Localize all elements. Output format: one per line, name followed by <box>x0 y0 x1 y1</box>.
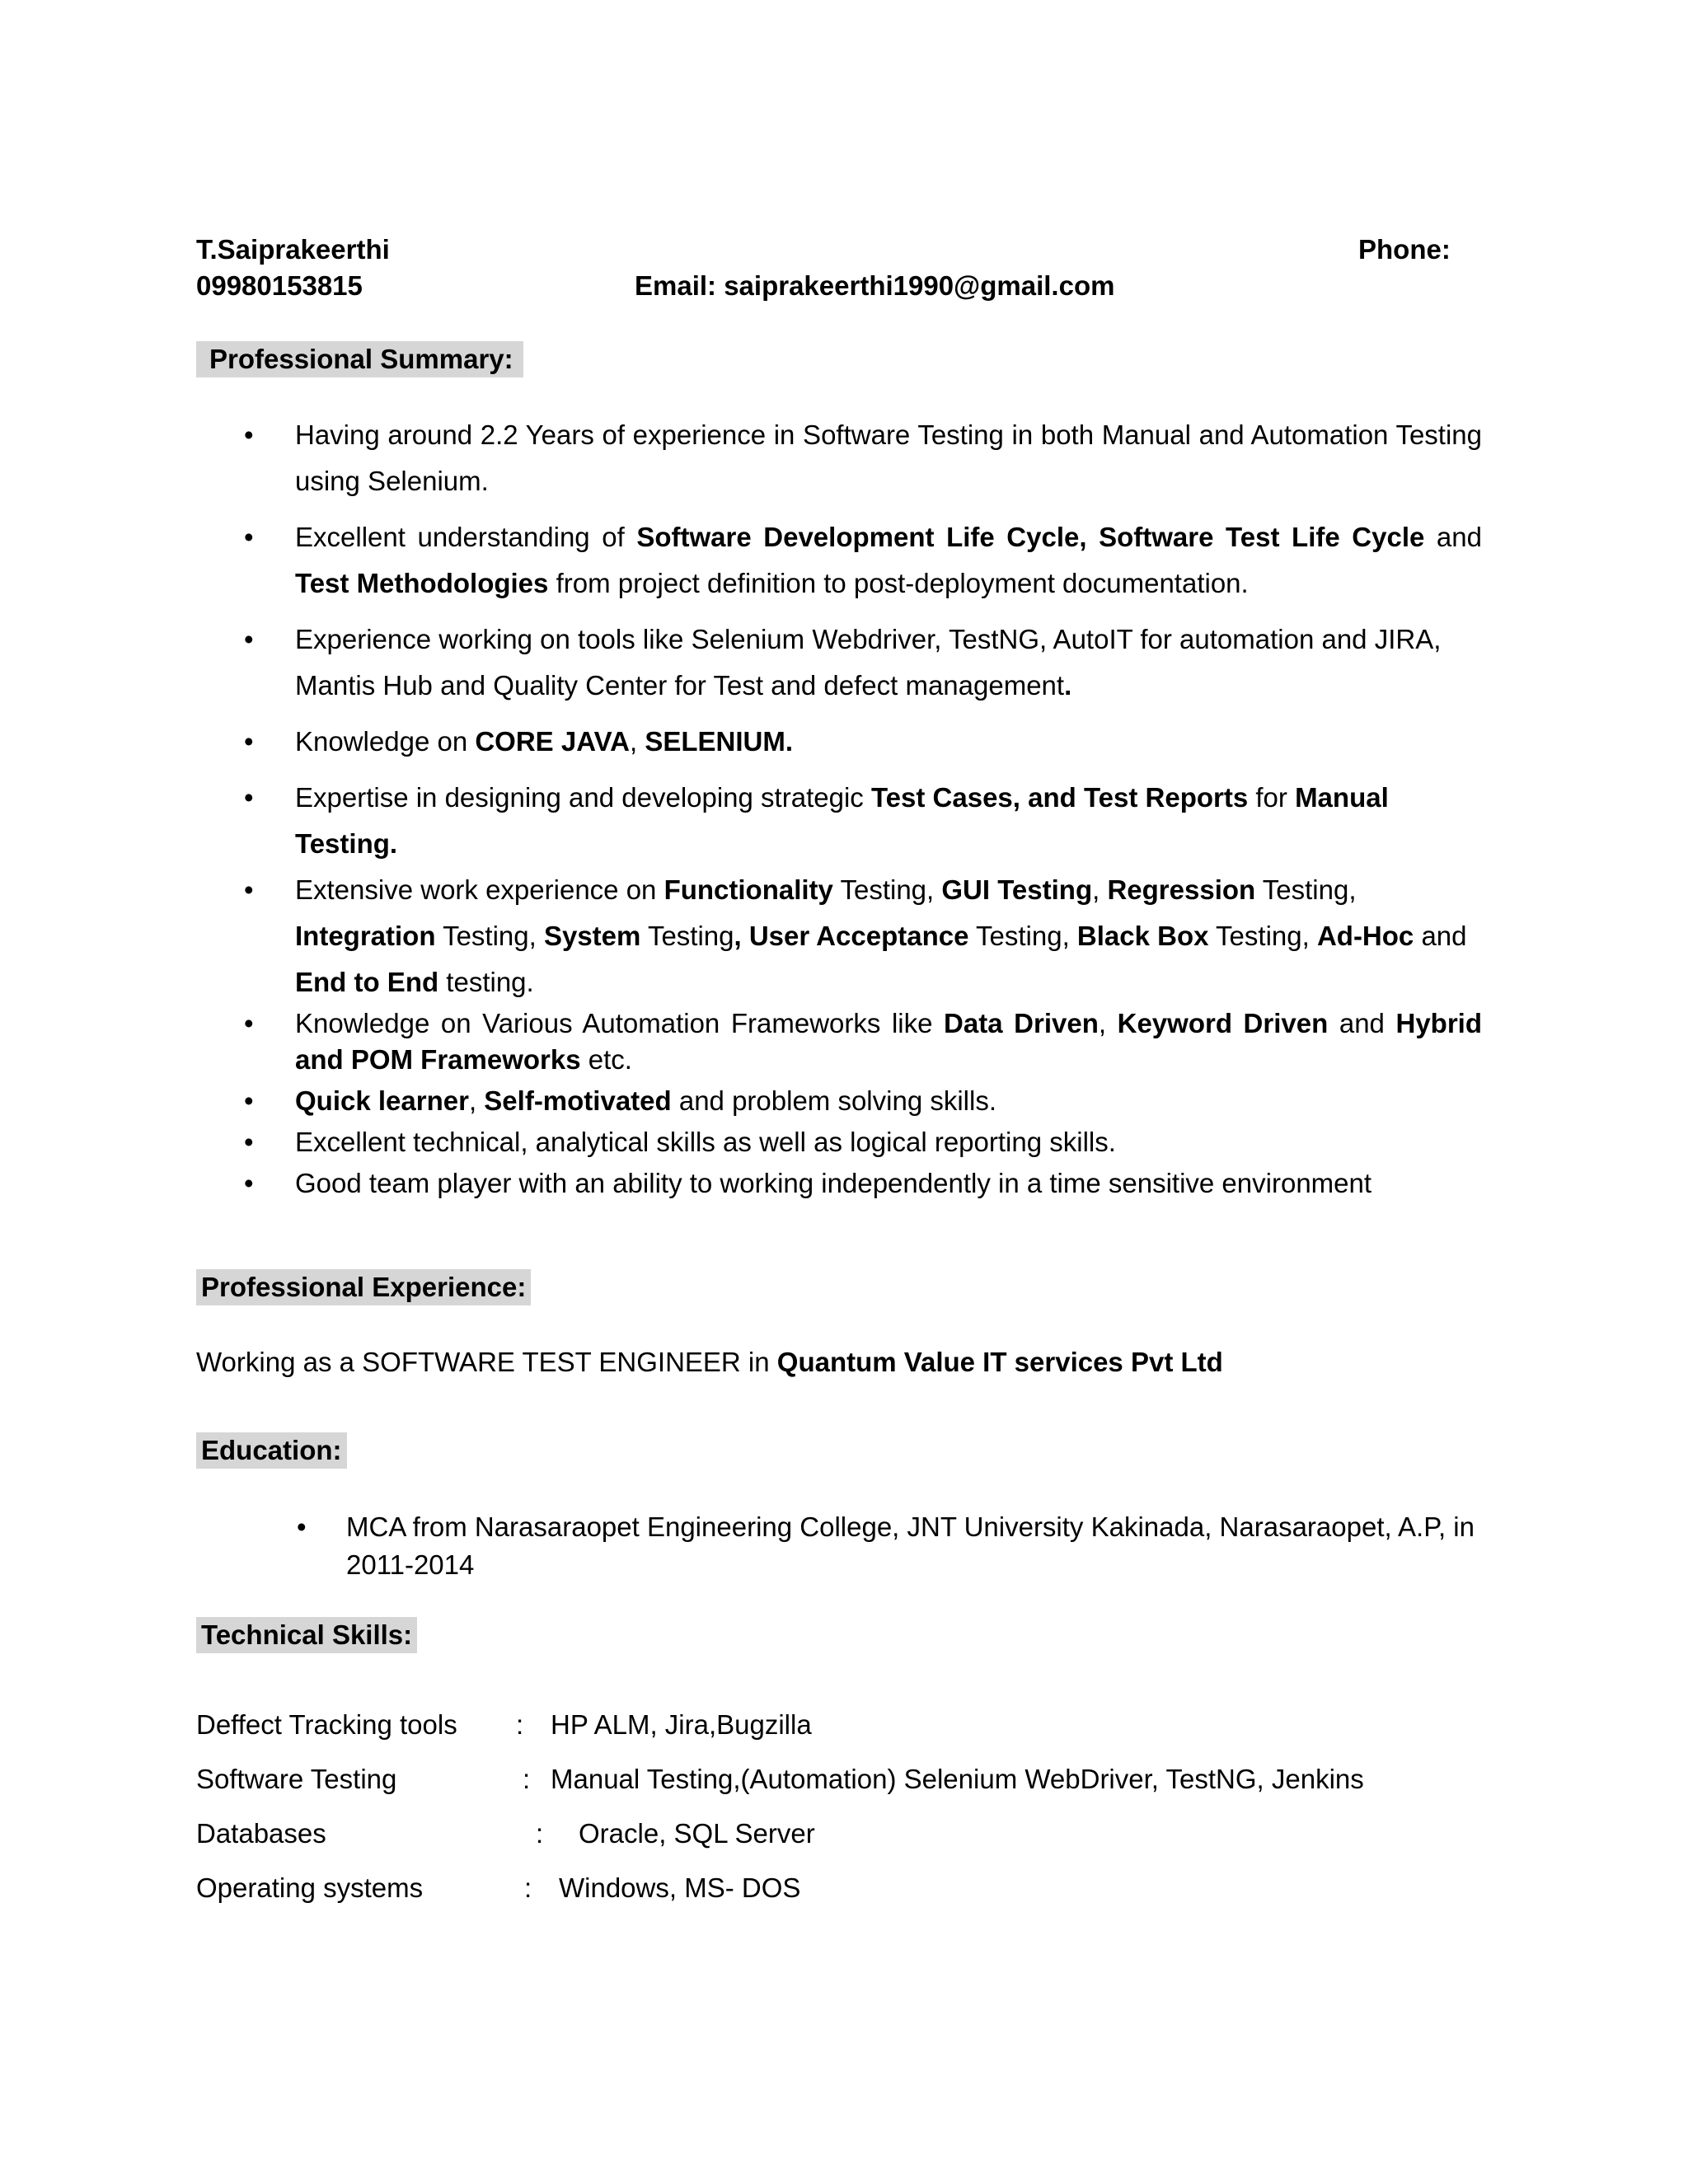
bullet-icon: • <box>244 522 254 552</box>
skill-colon: : <box>536 1818 544 1849</box>
summary-text: Extensive work experience on <box>295 874 664 905</box>
summary-text: Testing, <box>968 921 1077 951</box>
summary-emphasis: Regression <box>1107 874 1256 905</box>
summary-list <box>196 412 1482 1207</box>
summary-emphasis: , User Acceptance <box>734 921 969 951</box>
email-address[interactable]: Email: saiprakeerthi1990@gmail.com <box>635 270 1115 301</box>
education-text: MCA from Narasaraopet Engineering College, JNT University Kakinada, Narasaraopet, A.P, in 2011-2014 <box>346 1511 1475 1580</box>
summary-text: and <box>1424 522 1482 552</box>
bullet-icon: • <box>244 1168 254 1198</box>
summary-text: Knowledge on Various Automation Frameworks like <box>295 1008 945 1038</box>
summary-emphasis: Software Development Life Cycle, Software Test Life Cycle <box>636 522 1425 552</box>
skill-row <box>196 1704 1482 1746</box>
phone-label: Phone: <box>1358 234 1451 265</box>
summary-text: , <box>629 726 645 757</box>
summary-emphasis: Quick learner <box>295 1085 469 1116</box>
summary-item <box>196 719 1482 765</box>
summary-text: Testing <box>640 921 734 951</box>
bullet-icon: • <box>244 419 254 450</box>
candidate-name: T.Saiprakeerthi <box>196 234 390 265</box>
skill-value: Manual Testing,(Automation) Selenium WebDriver, TestNG, Jenkins <box>551 1764 1364 1794</box>
summary-text: Experience working on tools like Selenium Webdriver, TestNG, AutoIT for automation and JIRA, Mantis Hub and Quality Center for Test and defect management <box>295 624 1442 701</box>
summary-item <box>196 1165 1482 1202</box>
summary-text: and problem solving skills. <box>671 1085 997 1116</box>
summary-item <box>196 775 1482 867</box>
summary-emphasis: Functionality <box>663 874 833 905</box>
summary-text: , <box>1092 874 1108 905</box>
summary-item <box>196 412 1482 504</box>
summary-text: , <box>468 1085 485 1116</box>
skill-label: Deffect Tracking tools <box>196 1709 457 1740</box>
bullet-icon: • <box>244 726 254 757</box>
skill-row <box>196 1813 1482 1854</box>
summary-item <box>196 1005 1482 1078</box>
summary-emphasis: Integration <box>295 921 436 951</box>
summary-emphasis: . <box>1064 670 1072 701</box>
summary-emphasis: CORE JAVA <box>475 726 630 757</box>
summary-text: Excellent technical, analytical skills as well as logical reporting skills. <box>295 1127 1116 1157</box>
phone-number: 09980153815 <box>196 270 363 301</box>
summary-text: testing. <box>438 967 534 997</box>
skill-value: HP ALM, Jira,Bugzilla <box>551 1709 812 1740</box>
summary-emphasis: Test Cases, and Test Reports <box>870 782 1249 813</box>
summary-emphasis: Self-motivated <box>484 1085 672 1116</box>
summary-text: , <box>1098 1008 1118 1038</box>
summary-emphasis: SELENIUM. <box>645 726 794 757</box>
skill-colon: : <box>516 1709 524 1740</box>
summary-text: from project definition to post-deployment documentation. <box>548 568 1249 598</box>
skill-colon: : <box>524 1872 532 1903</box>
summary-item <box>196 616 1482 709</box>
skill-label: Software Testing <box>196 1764 397 1794</box>
bullet-icon: • <box>244 782 254 813</box>
summary-text: Testing, <box>435 921 544 951</box>
summary-emphasis: Ad-Hoc <box>1316 921 1414 951</box>
bullet-icon: • <box>244 874 254 905</box>
experience-line <box>196 1343 1223 1381</box>
summary-text: etc. <box>580 1044 632 1075</box>
bullet-icon: • <box>244 1085 254 1116</box>
summary-text: Testing, <box>1208 921 1317 951</box>
summary-item <box>196 1083 1482 1119</box>
summary-emphasis: GUI Testing <box>941 874 1093 905</box>
summary-item <box>196 867 1482 1005</box>
summary-text: Excellent understanding of <box>295 522 637 552</box>
summary-text: for <box>1248 782 1296 813</box>
summary-emphasis: System <box>543 921 641 951</box>
summary-text: Testing, <box>1255 874 1357 905</box>
summary-emphasis: Black Box <box>1076 921 1209 951</box>
summary-text: Knowledge on <box>295 726 476 757</box>
bullet-icon: • <box>244 624 254 654</box>
summary-emphasis: Hybrid and POM Frameworks <box>295 1008 1482 1075</box>
summary-text: Good team player with an ability to working independently in a time sensitive environment <box>295 1168 1372 1198</box>
summary-emphasis: Data Driven <box>944 1008 1099 1038</box>
summary-emphasis: Test Methodologies <box>295 568 549 598</box>
summary-emphasis: Manual Testing. <box>295 782 1389 859</box>
skill-row <box>196 1868 1482 1909</box>
summary-item <box>196 514 1482 607</box>
summary-text: and <box>1328 1008 1396 1038</box>
skill-value: Windows, MS- DOS <box>559 1872 801 1903</box>
skill-row <box>196 1759 1482 1800</box>
bullet-icon: • <box>297 1511 307 1542</box>
skill-label: Operating systems <box>196 1872 424 1903</box>
technical-skills-heading: Technical Skills: <box>196 1617 417 1653</box>
bullet-icon: • <box>244 1008 254 1038</box>
skill-colon: : <box>523 1764 531 1794</box>
experience-company: Quantum Value IT services Pvt Ltd <box>776 1347 1223 1377</box>
summary-text: Testing, <box>832 874 942 905</box>
professional-summary-heading: Professional Summary: <box>196 341 523 377</box>
experience-role: Working as a SOFTWARE TEST ENGINEER in <box>196 1347 777 1377</box>
summary-text: and <box>1414 921 1467 951</box>
education-item <box>293 1508 1480 1584</box>
professional-experience-heading: Professional Experience: <box>196 1269 531 1305</box>
summary-item <box>196 1124 1482 1160</box>
skill-label: Databases <box>196 1818 326 1849</box>
skill-value: Oracle, SQL Server <box>579 1818 815 1849</box>
summary-emphasis: Keyword Driven <box>1117 1008 1329 1038</box>
bullet-icon: • <box>244 1127 254 1157</box>
summary-text: Expertise in designing and developing strategic <box>295 782 871 813</box>
summary-text: Having around 2.2 Years of experience in Software Testing in both Manual and Automation Testing using Selenium. <box>295 419 1482 496</box>
education-heading: Education: <box>196 1432 347 1469</box>
summary-emphasis: End to End <box>295 967 439 997</box>
